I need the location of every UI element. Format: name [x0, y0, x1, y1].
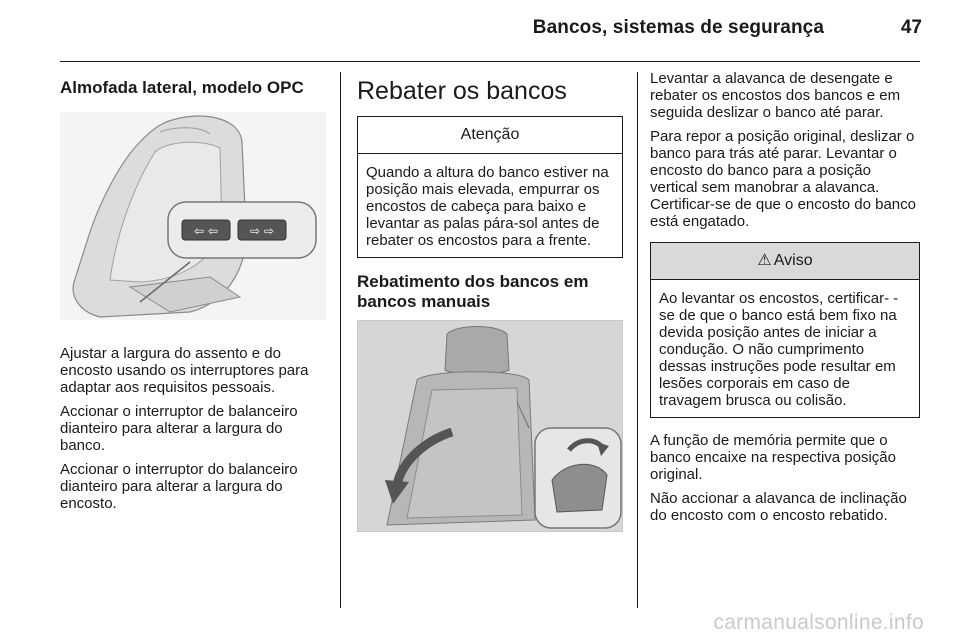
watermark: carmanualsonline.info	[713, 611, 924, 634]
paragraph: Accionar o interruptor de balanceiro dianteiro para alterar a largura do banco.	[60, 403, 298, 454]
page-header-title: Bancos, sistemas de segurança	[532, 17, 824, 38]
paragraph: A função de memória permite que o banco encaixe na respectiva posição original.	[650, 432, 896, 483]
warning-title-bar	[651, 243, 919, 280]
paragraph: Ajustar a largura do assento e do encosto usando os interruptores para adaptar aos requisitos pessoais.	[60, 345, 309, 396]
section-heading-side-bolster: Almofada lateral, modelo OPC	[60, 78, 304, 97]
seat-fold-illustration	[357, 320, 623, 532]
attention-title: Atenção	[358, 117, 622, 154]
header-rule	[60, 61, 920, 62]
column-1	[60, 70, 326, 519]
page-number: 47	[900, 17, 922, 38]
paragraph: Accionar o interruptor do balanceiro dianteiro para alterar a largura do encosto.	[60, 461, 298, 512]
column-divider-1	[340, 72, 341, 608]
column-2	[357, 70, 623, 537]
sport-seat-illustration	[60, 112, 326, 320]
subsection-heading-manual-seats: Rebatimento dos bancos em bancos manuais	[357, 272, 589, 311]
attention-box	[357, 116, 623, 258]
svg-text:⇦ ⇦: ⇦ ⇦	[194, 224, 218, 238]
paragraph: Não accionar a alavanca de inclinação do encosto com o encosto rebatido.	[650, 490, 907, 524]
column-divider-2	[637, 72, 638, 608]
svg-text:⇨ ⇨: ⇨ ⇨	[250, 224, 274, 238]
warning-triangle-icon: ⚠	[757, 252, 772, 269]
section-heading-fold-seats: Rebater os bancos	[357, 77, 567, 105]
paragraph: Levantar a alavanca de desengate e rebater os encostos dos bancos e em seguida deslizar o banco até parar.	[650, 70, 901, 121]
warning-title: Aviso	[773, 252, 813, 269]
warning-box	[650, 242, 920, 418]
warning-text: Ao levantar os encostos, certificar- -se de que o banco está bem fixo na devida posição antes de iniciar a condução. O não cumprimento dessas instruções pode resultar em lesões corporais em caso de travagem brusca ou colisão.	[659, 290, 899, 409]
paragraph: Para repor a posição original, deslizar o banco para trás até parar. Levantar o encosto do banco para a posição vertical sem manobrar a alavanca. Certificar-se de que o encosto do banco está engatado.	[650, 128, 916, 230]
column-3	[650, 70, 920, 531]
attention-text: Quando a altura do banco estiver na posição mais elevada, empurrar os encostos de cabeça para baixo e levantar as palas pára-sol antes de rebater os encostos para a frente.	[366, 164, 609, 249]
